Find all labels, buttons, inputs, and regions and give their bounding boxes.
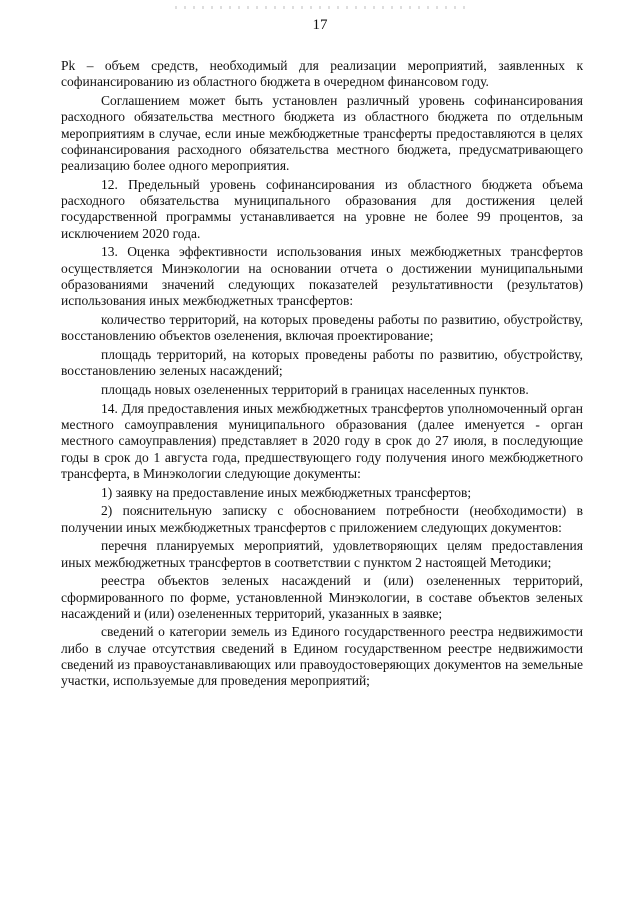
document-body — [61, 58, 583, 692]
paragraph-pk-definition: Pk – объем средств, необходимый для реализации мероприятий, заявленных к софинансированию из областного бюджета в очередном финансовом году. — [61, 58, 583, 90]
paragraph-indicator-1: количество территорий, на которых проведены работы по развитию, обустройству, восстановлению объектов озеленения, включая проектирование; — [61, 312, 583, 344]
paragraph-item-12: 12. Предельный уровень софинансирования из областного бюджета объема расходного обязательства муниципального образования для достижения целей государственной программы устанавливается на уровне не более 99 процентов, за исключением 2020 года. — [61, 176, 583, 241]
paragraph-indicator-3: площадь новых озелененных территорий в границах населенных пунктов. — [101, 381, 529, 397]
paragraph-list-activities: перечня планируемых мероприятий, удовлетворяющих целям предоставления иных межбюджетных трансфертов в соответствии с пунктом 2 настоящей Методики; — [61, 538, 583, 570]
scan-artifact — [175, 6, 465, 9]
paragraph-item-13: 13. Оценка эффективности использования иных межбюджетных трансфертов осуществляется Минэкологии на основании отчета о достижении муниципальными образованиями значений следующих показателей результативности (результатов) использования иных межбюджетных трансфертов: — [61, 244, 583, 309]
paragraph-subitem-2: 2) пояснительную записку с обоснованием потребности (необходимости) в получении иных межбюджетных трансфертов с приложением следующих документов: — [61, 503, 583, 535]
paragraph-indicator-2: площадь территорий, на которых проведены работы по развитию, обустройству, восстановлению зеленых насаждений; — [61, 347, 583, 379]
paragraph-item-14: 14. Для предоставления иных межбюджетных трансфертов уполномоченный орган местного самоуправления муниципального образования (далее именуется - орган местного самоуправления) представляет в 2020 году в срок до 27 июля, в последующие годы в срок до 1 августа года, предшествующего году получения иного межбюджетного трансферта, в Минэкологии следующие документы: — [61, 400, 583, 481]
paragraph-cofinancing-level: Соглашением может быть установлен различный уровень софинансирования расходного обязательства местного бюджета из областного бюджета по отдельным мероприятиям в случае, если иные межбюджетные трансферты предоставляются в целях софинансирования расходного обязательства местного бюджета, предусматривающего реализацию более одного мероприятия. — [61, 92, 583, 174]
paragraph-list-land-info: сведений о категории земель из Единого государственного реестра недвижимости либо в случае отсутствия сведений в Едином государственном реестре недвижимости сведений из правоустанавливающих или правоудостоверяющих документов на земельные участки, используемые для проведения мероприятий; — [61, 624, 583, 689]
paragraph-list-registry: реестра объектов зеленых насаждений и (или) озелененных территорий, сформированного по форме, установленной Минэкологии, в составе объектов зеленых насаждений и (или) озелененных территорий, указанных в заявке; — [61, 573, 583, 621]
paragraph-subitem-1: 1) заявку на предоставление иных межбюджетных трансфертов; — [101, 484, 472, 500]
page-number: 17 — [312, 17, 328, 33]
